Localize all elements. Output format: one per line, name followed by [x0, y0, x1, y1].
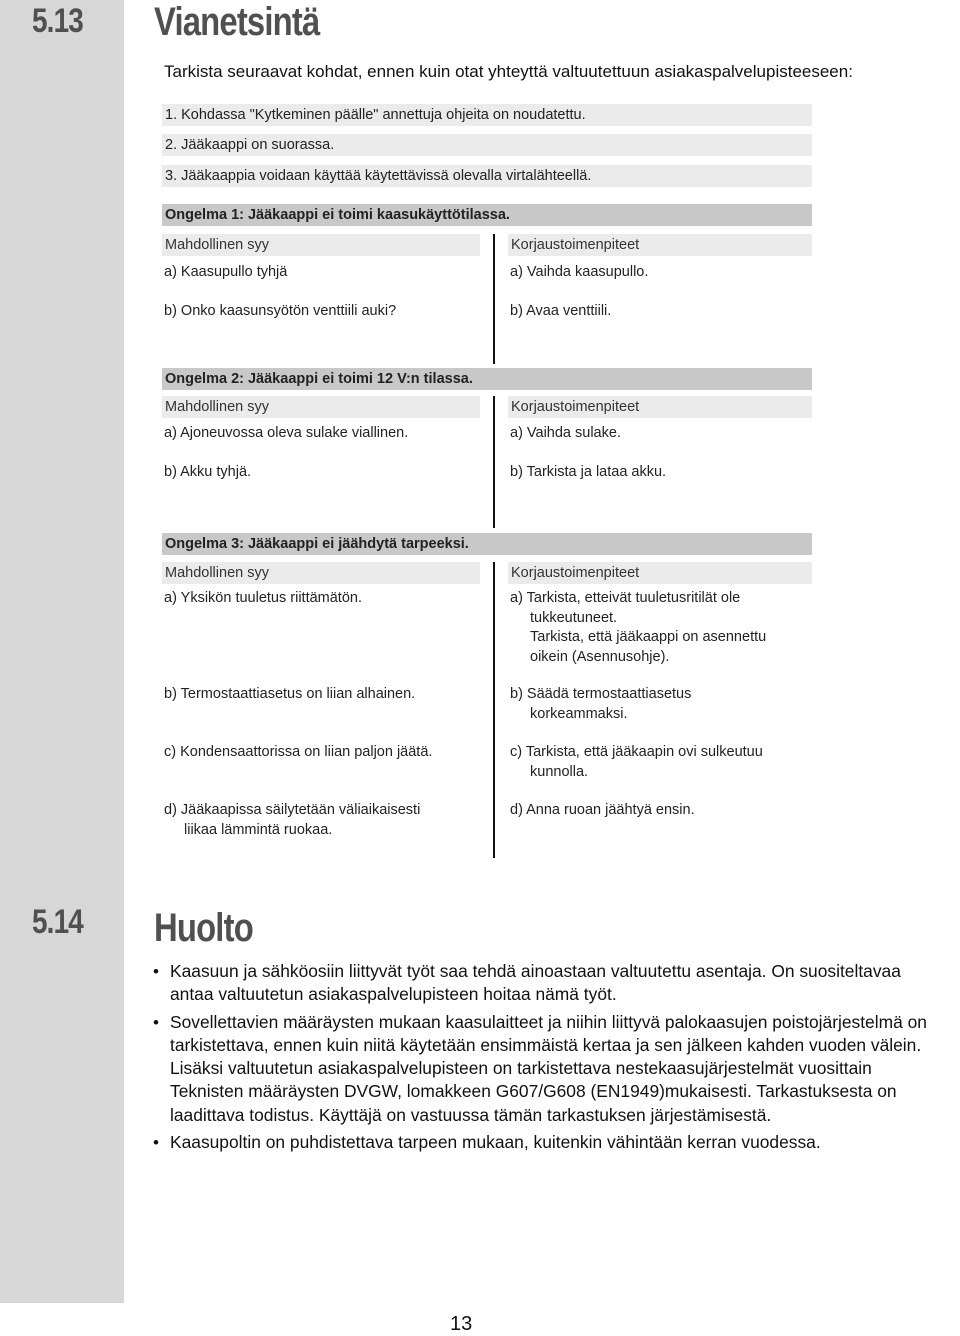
side-band: [0, 0, 124, 1303]
section-title-troubleshooting: Vianetsintä: [154, 0, 320, 44]
problem-1-cause-header: Mahdollinen syy: [162, 234, 480, 256]
bullet-item-3: • Kaasupoltin on puhdistettava tarpeen mukaan, kuitenkin vähintään kerran vuodessa.: [150, 1131, 930, 1154]
page-number: 13: [450, 1313, 473, 1335]
problem-3-action-b: b) Säädä termostaattiasetus korkeammaksi.: [510, 686, 692, 722]
problem-1-action-header: Korjaustoimenpiteet: [508, 234, 812, 256]
bullet-icon: •: [153, 962, 159, 981]
section-title-maintenance: Huolto: [154, 906, 253, 950]
problem-3-cause-c: c) Kondensaattorissa on liian paljon jäätä.: [164, 744, 433, 760]
problem-2-divider: [493, 396, 495, 528]
problem-2-cause-b: b) Akku tyhjä.: [164, 464, 252, 480]
problem-2-action-a: a) Vaihda sulake.: [510, 425, 621, 441]
problem-3-cause-header: Mahdollinen syy: [162, 562, 480, 584]
bullet-icon: •: [153, 1133, 159, 1153]
problem-3-cause-a: a) Yksikön tuuletus riittämätön.: [164, 590, 362, 606]
problem-2-action-b: b) Tarkista ja lataa akku.: [510, 464, 667, 480]
check-item-1: 1. Kohdassa "Kytkeminen päälle" annettuja ohjeita on noudatettu.: [162, 104, 812, 126]
check-item-3: 3. Jääkaappia voidaan käyttää käytettävissä olevalla virtalähteellä.: [162, 165, 812, 187]
problem-3-cause-b: b) Termostaattiasetus on liian alhainen.: [164, 686, 416, 702]
problem-3-action-header: Korjaustoimenpiteet: [508, 562, 812, 584]
problem-2-cause-header: Mahdollinen syy: [162, 396, 480, 418]
problem-2-title: Ongelma 2: Jääkaappi ei toimi 12 V:n tilassa.: [162, 368, 812, 390]
problem-2-action-header: Korjaustoimenpiteet: [508, 396, 812, 418]
bullet-item-2: • Sovellettavien määräysten mukaan kaasulaitteet ja niihin liittyvä palokaasujen poistojärjestelmä on tarkistettava, ennen kuin niitä käytetään ensimmäistä kertaa ja sen jälkeen kahden vuoden välein. Lisäksi valtuutetun asiakaspalvelupisteen on tarkistettava nestekaasujärjestelmät vuosittain Teknisten määräysten DVGW, lomakkeen G607/G608 (EN1949)mukaisesti. Tarkastuksesta on laadittava todistus. Käyttäjä on vastuussa tämän tarkastuksen järjestämisestä.: [153, 1011, 927, 1125]
problem-1-cause-b: b) Onko kaasunsyötön venttiili auki?: [164, 303, 397, 319]
section-number-5-14: 5.14: [32, 903, 83, 941]
problem-3-action-c: c) Tarkista, että jääkaapin ovi sulkeutuu kunnolla.: [510, 744, 763, 780]
problem-1-title: Ongelma 1: Jääkaappi ei toimi kaasukäyttötilassa.: [162, 204, 812, 226]
section-number-5-13: 5.13: [32, 2, 83, 40]
problem-3-title: Ongelma 3: Jääkaappi ei jäähdytä tarpeeksi.: [162, 533, 812, 555]
problem-3-action-d: d) Anna ruoan jäähtyä ensin.: [510, 802, 695, 818]
problem-3-divider: [493, 562, 495, 858]
problem-1-cause-a: a) Kaasupullo tyhjä: [164, 264, 288, 280]
intro-text: Tarkista seuraavat kohdat, ennen kuin otat yhteyttä valtuutettuun asiakaspalvelupisteeseen:: [164, 62, 853, 81]
problem-1-action-a: a) Vaihda kaasupullo.: [510, 264, 649, 280]
bullet-item-1: • Kaasuun ja sähköosiin liittyvät työt saa tehdä ainoastaan valtuutettu asentaja. On suositeltavaa antaa valtuutetun asiakaspalvelupisteen hoitaa nämä työt.: [153, 961, 901, 1005]
check-item-2: 2. Jääkaappi on suorassa.: [162, 134, 812, 156]
bullet-icon: •: [153, 1012, 159, 1032]
maintenance-bullet-list: [150, 960, 930, 1158]
problem-3-action-a: a) Tarkista, etteivät tuuletusritilät ole tukkeutuneet. Tarkista, että jääkaappi on asennettu oikein (Asennusohje).: [510, 590, 767, 665]
problem-1-action-b: b) Avaa venttiili.: [510, 303, 612, 319]
problem-3-cause-d: d) Jääkaapissa säilytetään väliaikaisesti liikaa lämmintä ruokaa.: [164, 802, 421, 838]
problem-2-cause-a: a) Ajoneuvossa oleva sulake viallinen.: [164, 425, 409, 441]
problem-1-divider: [493, 234, 495, 364]
